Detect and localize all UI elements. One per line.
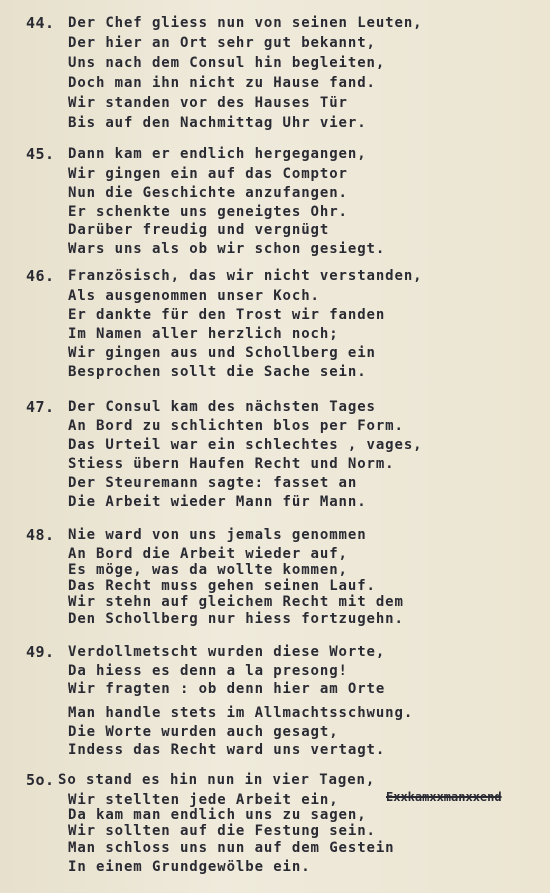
- verse-line: Der Steuremann sagte: fasset an: [68, 475, 358, 491]
- struck-through-text: Exxkamxxmanxxend: [386, 790, 502, 804]
- verse-line: Wir sollten auf die Festung sein.: [68, 823, 376, 839]
- stanza-number: 45.: [26, 145, 55, 163]
- verse-line: Der Chef gliess nun von seinen Leuten,: [68, 15, 423, 31]
- verse-line: Da kam man endlich uns zu sagen,: [68, 807, 367, 823]
- stanza-number: 44.: [26, 14, 55, 32]
- verse-line: Wir stehn auf gleichem Recht mit dem: [68, 594, 404, 610]
- verse-line: Er dankte für den Trost wir fanden: [68, 307, 386, 323]
- verse-line: An Bord zu schlichten blos per Form.: [68, 418, 404, 434]
- verse-line: So stand es hin nun in vier Tagen,: [58, 772, 376, 788]
- verse-line: Der Consul kam des nächsten Tages: [68, 399, 376, 415]
- verse-line: Der hier an Ort sehr gut bekannt,: [68, 35, 376, 51]
- verse-line: Indess das Recht ward uns vertagt.: [68, 742, 386, 758]
- verse-line: Wir gingen ein auf das Comptor: [68, 166, 348, 182]
- verse-line: Die Arbeit wieder Mann für Mann.: [68, 494, 367, 510]
- verse-line: Die Worte wurden auch gesagt,: [68, 724, 339, 740]
- verse-line: Man handle stets im Allmachtsschwung.: [68, 705, 414, 721]
- verse-line: Dann kam er endlich hergegangen,: [68, 146, 367, 162]
- verse-line: Wir fragten : ob denn hier am Orte: [68, 681, 386, 697]
- verse-line: Nun die Geschichte anzufangen.: [68, 185, 348, 201]
- verse-line: An Bord die Arbeit wieder auf,: [68, 546, 348, 562]
- verse-line: Bis auf den Nachmittag Uhr vier.: [68, 115, 367, 131]
- verse-line: Uns nach dem Consul hin begleiten,: [68, 55, 386, 71]
- verse-line: Das Recht muss gehen seinen Lauf.: [68, 578, 376, 594]
- verse-line: Wir standen vor des Hauses Tür: [68, 95, 348, 111]
- verse-line: Das Urteil war ein schlechtes , vages,: [68, 437, 423, 453]
- verse-line: Man schloss uns nun auf dem Gestein: [68, 840, 395, 856]
- verse-line: Als ausgenommen unser Koch.: [68, 288, 320, 304]
- stanza-number: 49.: [26, 643, 55, 661]
- verse-line: Wir stellten jede Arbeit ein,: [68, 792, 339, 808]
- verse-line: Wars uns als ob wir schon gesiegt.: [68, 241, 386, 257]
- verse-line: Darüber freudig und vergnügt: [68, 222, 330, 238]
- stanza-number: 48.: [26, 526, 55, 544]
- stanza-number: 47.: [26, 398, 55, 416]
- verse-line: Da hiess es denn a la presong!: [68, 663, 348, 679]
- verse-line: Stiess übern Haufen Recht und Norm.: [68, 456, 395, 472]
- verse-line: Besprochen sollt die Sache sein.: [68, 364, 367, 380]
- stanza-number: 5o.: [26, 771, 55, 789]
- verse-line: Er schenkte uns geneigtes Ohr.: [68, 204, 348, 220]
- verse-line: Den Schollberg nur hiess fortzugehn.: [68, 611, 404, 627]
- verse-line: Verdollmetscht wurden diese Worte,: [68, 644, 386, 660]
- verse-line: Französisch, das wir nicht verstanden,: [68, 268, 423, 284]
- verse-line: Es möge, was da wollte kommen,: [68, 562, 348, 578]
- verse-line: Nie ward von uns jemals genommen: [68, 527, 367, 543]
- verse-line: Doch man ihn nicht zu Hause fand.: [68, 75, 376, 91]
- stanza-number: 46.: [26, 267, 55, 285]
- verse-line: Wir gingen aus und Schollberg ein: [68, 345, 376, 361]
- verse-line: In einem Grundgewölbe ein.: [68, 859, 311, 875]
- verse-line: Im Namen aller herzlich noch;: [68, 326, 339, 342]
